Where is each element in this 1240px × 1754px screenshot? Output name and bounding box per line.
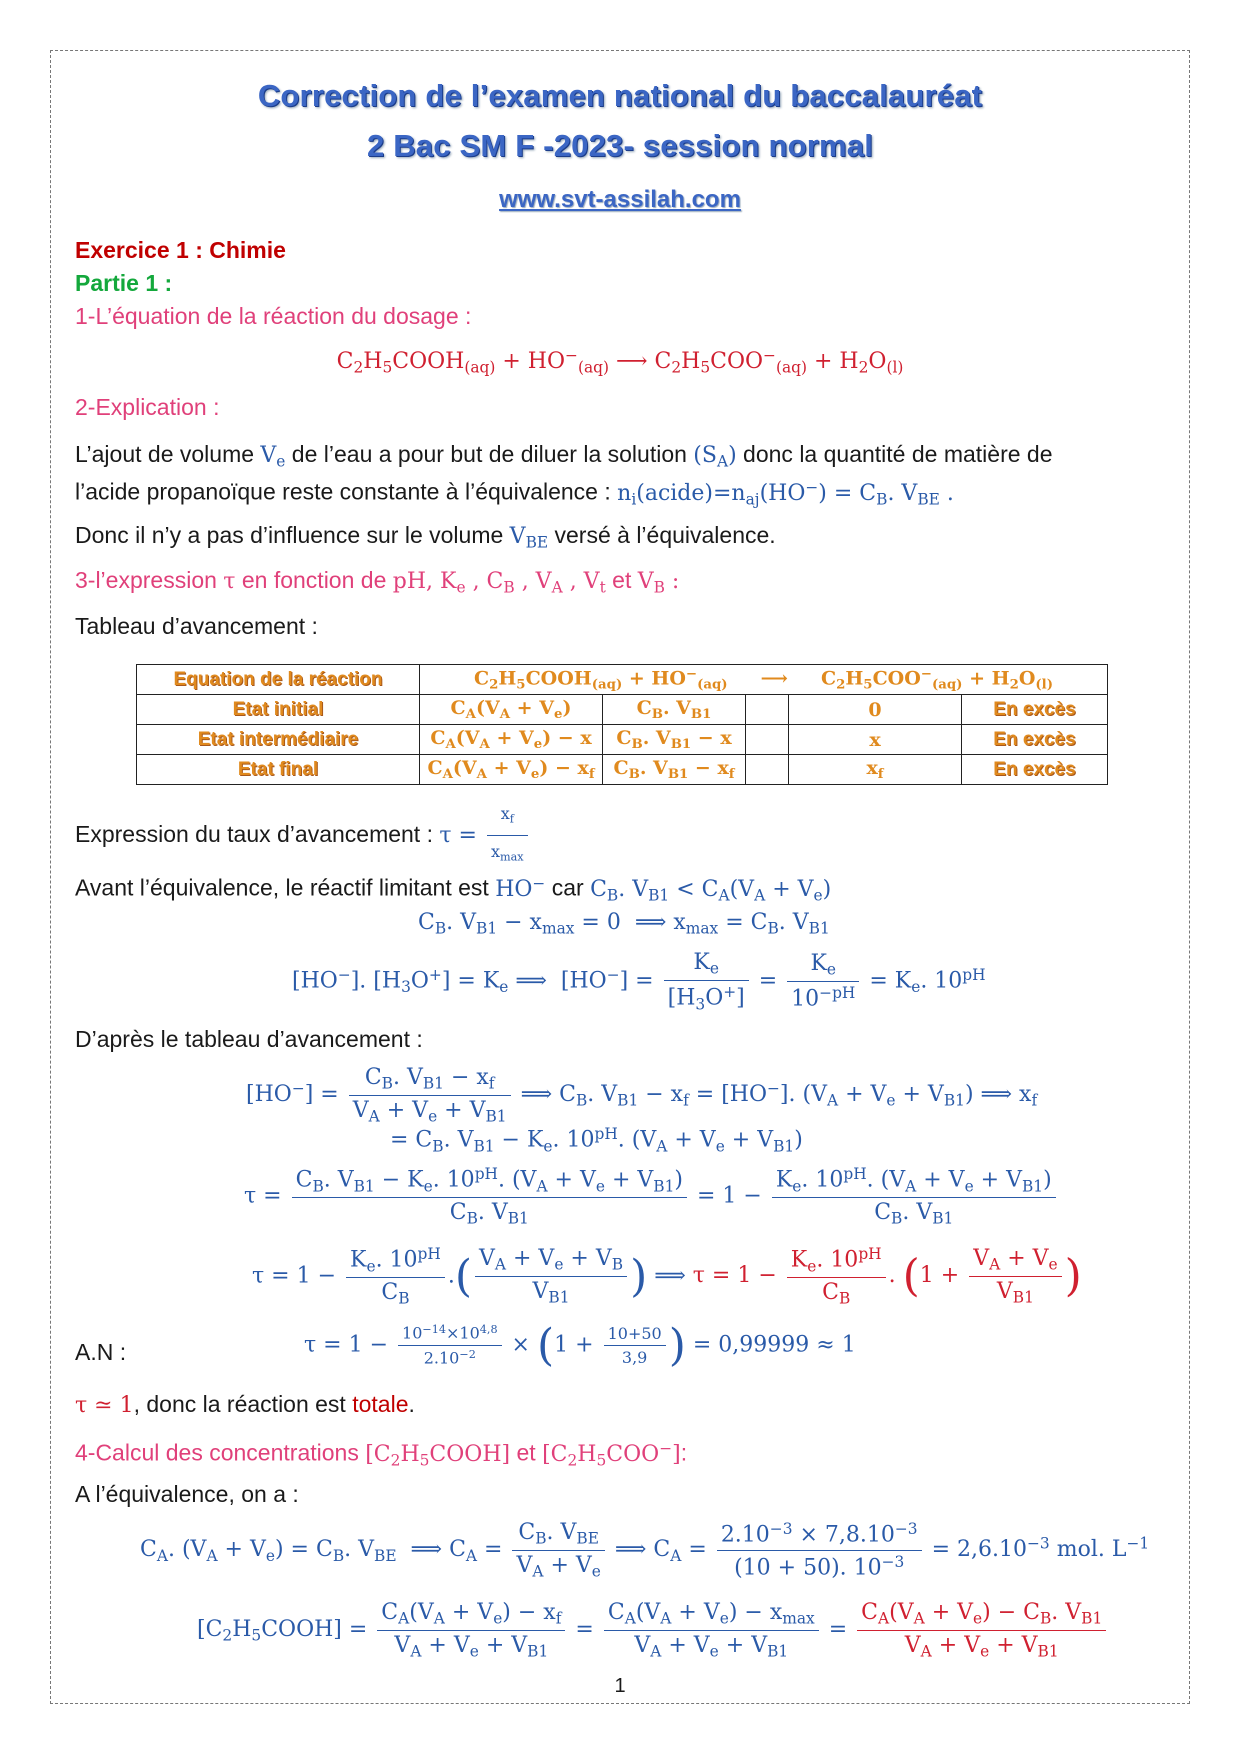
table-row: [137, 665, 1108, 695]
exercise-title: Exercice 1 : Chimie: [75, 237, 286, 263]
table-row-label: Etat intermédiaire: [137, 725, 420, 755]
table-row: Etat final $C_A(V_A + V_e) - x_f$ $C_B$. $V_{B1} - x_f$ $x_f$ En excès: [137, 755, 1108, 785]
q1-heading: 1-L’équation de la réaction du dosage :: [75, 303, 472, 329]
an-label: A.N :: [75, 1339, 127, 1365]
q3-heading: 3-l’expression τ en fonction de pH, $K_e$ , $C_B$ , $V_A$ , $V_t$ et $V_B$ :: [75, 567, 680, 597]
website-link[interactable]: www.svt-assilah.com: [499, 186, 741, 213]
excess-cell: En excès: [962, 695, 1108, 725]
xf-derivation: [HO−] = $\frac{C_B. V_{B1} - x_f}{V_A + V_e + V_{B1}}$ ⟹ $C_B$. $V_{B1} - x_f = [HO^-]$. $(V_A + V_e + V_{B1})$ ⟹ $x_f$: [246, 1065, 1038, 1126]
equivalence-label: A l’équivalence, on a :: [75, 1481, 299, 1507]
table-row: Etat initial $C_A(V_A + V_e)$ $C_B$. $V_{B1}$ 0 En excès: [137, 695, 1108, 725]
q2-heading: 2-Explication :: [75, 394, 220, 420]
ho-concentration-equation: [HO−]. $[H_3O^+] = K_e$ ⟹ [HO−] = $\frac{K_e}{[H_3O^+]}$ = $\frac{K_e}{10^{-pH}}$ = $K_e$. $10^{pH}$: [292, 950, 986, 1013]
part-title: Partie 1 :: [75, 270, 173, 296]
conclusion: τ ≃ 1, donc la réaction est totale.: [75, 1391, 415, 1418]
q2-paragraph-line1: L’ajout de volume $V_e$ de l’eau a pour but de diluer la solution $(S_A)$ donc la quantité de matière de: [75, 441, 1053, 471]
xf-result: = $C_B$. $V_{B1} - K_e$. $10^{pH}$. $(V_A + V_e + V_{B1})$: [390, 1125, 803, 1156]
excess-cell: En excès: [962, 725, 1108, 755]
table-row: Etat intermédiaire $C_A(V_A + V_e) - x$ $C_B$. $V_{B1} - x$ x En excès: [137, 725, 1108, 755]
ca-calculation: $C_A$. $(V_A + V_e) = C_B$. $V_{BE}$ ⟹ $C_A$ = $C_B$. $V_{BE}$ $V_A + V_e$ ⟹ $C_A$ = $\frac{2.10^{-3} \times 7,8.10^{-3}}{(10 + 50). 10^{-3}}$ = $2,6.10^{-3}$ mol. $L^{-1}$: [140, 1520, 1150, 1581]
tau-derivation-1: τ = $\frac{C_B. V_{B1} - K_e. 10^{pH}. (V_A + V_e + V_{B1})}{C_B. V_{B1}}$ = 1 − $\frac{K_e. 10^{pH}. (V_A + V_e + V_{B1})}{C_B. V_{B1}}$: [244, 1165, 1059, 1228]
q2-paragraph-line3: Donc il n’y a pas d’influence sur le volume $V_{BE}$ versé à l’équivalence.: [75, 522, 776, 552]
limiting-reactant: Avant l’équivalence, le réactif limitant est HO− car $C_B$. $V_{B1} < C_A(V_A + V_e)$: [75, 874, 832, 905]
table-row-label: Etat initial: [137, 695, 420, 725]
acid-concentration: $[C_2H_5COOH]$ = $\frac{C_A(V_A + V_e) - x_f}{V_A + V_e + V_{B1}}$ = $C_A(V_A + V_e) - x_{max}$ $V_A + V_e + V_{B1}$ = $\frac{C_A(V_A + V_e) - C_B. V_{B1}}{V_A + V_e + V_{B1}}$: [197, 1600, 1109, 1660]
excess-cell: En excès: [962, 755, 1108, 785]
taux-expression: Expression du taux d’avancement : τ = $x_f$ $x_{max}$: [75, 800, 531, 872]
numerical-application: τ = 1 − $\frac{10^{-14}\times 10^{4,8}}{2.10^{-2}}$ × (1 + $\frac{10+50}{3,9}$ ) = 0,99999 ≈ 1: [304, 1320, 856, 1371]
table-row-label: Equation de la réaction: [137, 665, 420, 695]
page-number: 1: [614, 1675, 626, 1697]
dapres-label: D’après le tableau d’avancement :: [75, 1026, 423, 1052]
reaction-equation: $C_2H_5COOH_{(aq)} + HO^-_{(aq)}$ ⟶ $C_2H_5COO^-_{(aq)} + H_2O_{(l)}$: [336, 346, 904, 377]
table-equation-cell: $C_2H_5COOH_{(aq)} + HO^-_{(aq)}$ ⟶ $C_2H_5COO^-_{(aq)} + H_2O_{(l)}$: [420, 665, 1108, 695]
tableau-label: Tableau d’avancement :: [75, 613, 318, 639]
xmax-equation: $C_B$. $V_{B1} - x_{max} = 0$ ⟹ $x_{max} = C_B$. $V_{B1}$: [418, 910, 830, 938]
tau-derivation-2: τ = 1 − $\frac{K_e. 10^{pH}}{C_B}$ .( $\frac{V_A + V_e + V_B}{V_{B1}}$ ) ⟹ τ = 1 − $\frac{K_e. 10^{pH}}{C_B}$ . (1 + $\frac{V_A + V_e}{V_{B1}}$ ): [252, 1245, 1082, 1308]
table-row-label: Etat final: [137, 755, 420, 785]
title-line-2: 2 Bac SM F -2023- session normal: [366, 128, 874, 163]
title-line-1: Correction de l’examen national du baccalauréat: [257, 78, 983, 113]
q4-heading: 4-Calcul des concentrations $[C_2H_5COOH]$ et $[C_2H_5COO^-]$:: [75, 1439, 688, 1470]
q2-paragraph-line2: l’acide propanoïque reste constante à l’équivalence : $n_i(acide)=n_{aj}(HO^-) = C_B$. $V_{BE}$ .: [75, 478, 954, 509]
advancement-table: [136, 664, 1108, 785]
